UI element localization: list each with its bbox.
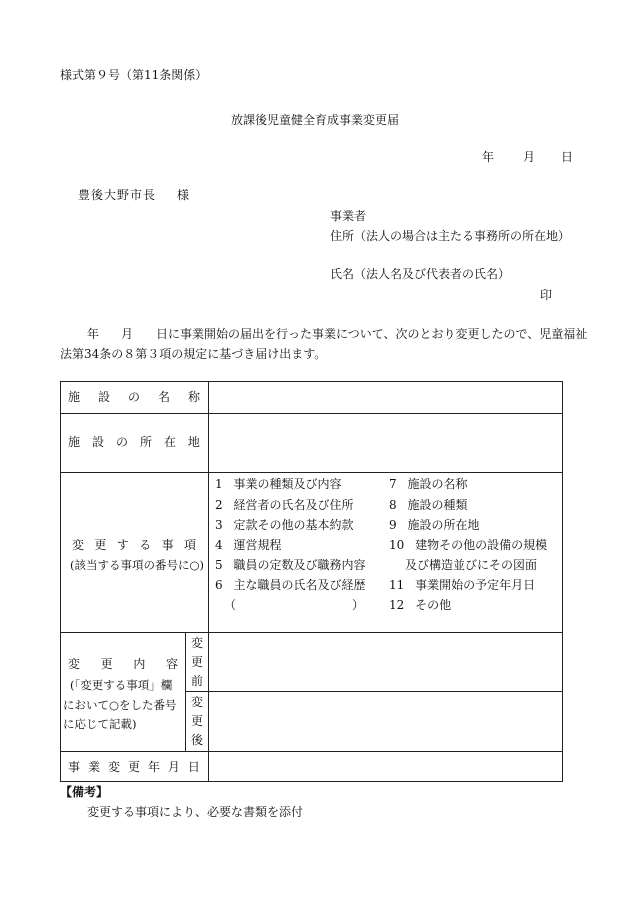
- change-content-label: [68, 656, 178, 672]
- label-char: 更: [190, 714, 203, 728]
- change-item-7[interactable]: [389, 476, 467, 492]
- date-month: 月: [523, 150, 536, 164]
- item-text: 事業開始の予定年月日: [415, 578, 536, 592]
- applicant-address: 住所（法人の場合は主たる事務所の所在地）: [330, 229, 571, 243]
- item-number: 10: [389, 538, 405, 552]
- change-item-12[interactable]: [389, 597, 451, 613]
- change-date-label: [68, 759, 200, 775]
- label-char: 施: [68, 435, 81, 449]
- table-border-left: [60, 381, 61, 781]
- applicant-name: 氏名（法人名及び代表者の氏名）: [330, 267, 511, 281]
- label-char: 所: [139, 435, 152, 449]
- item-text: 定款その他の基本約款: [233, 518, 354, 532]
- body-year: 年: [87, 327, 100, 341]
- label-char: る: [139, 538, 152, 552]
- label-char: 地: [187, 435, 200, 449]
- label-char: 更: [190, 655, 203, 669]
- label-char: 称: [187, 390, 200, 404]
- label-char: 前: [190, 674, 203, 688]
- label-char: 変: [190, 695, 203, 709]
- label-char: の: [127, 390, 140, 404]
- item-number: 2: [215, 498, 223, 512]
- change-before-field[interactable]: [209, 633, 562, 691]
- label-char: 設: [97, 390, 110, 404]
- facility-name-label: [68, 389, 200, 405]
- item-text: 事業の種類及び内容: [233, 477, 342, 491]
- body-line-2: 法第34条の８第３項の規定に基づき届け出ます。: [60, 347, 327, 361]
- change-content-note-1: (「変更する事項」欄: [70, 678, 173, 692]
- label-char: 設: [91, 435, 104, 449]
- column-divider: [185, 632, 186, 751]
- addressee-honorific: 様: [177, 188, 190, 202]
- label-char: 変: [107, 760, 120, 774]
- label-char: 施: [68, 390, 81, 404]
- label-char: 業: [87, 760, 100, 774]
- label-char: 事: [68, 760, 81, 774]
- label-char: 更: [94, 538, 107, 552]
- table-border-right: [562, 381, 563, 781]
- item-text: 施設の種類: [407, 498, 468, 512]
- change-item-5[interactable]: [215, 557, 365, 573]
- change-item-2[interactable]: [215, 497, 353, 513]
- body-month: 月: [121, 327, 134, 341]
- item-number: 3: [215, 518, 223, 532]
- label-char: 更: [127, 760, 140, 774]
- label-char: 変: [72, 538, 85, 552]
- item-number: 12: [389, 598, 405, 612]
- label-char: 内: [133, 657, 146, 671]
- item-text: 施設の所在地: [407, 518, 480, 532]
- item-number: 11: [389, 578, 405, 592]
- label-char: の: [115, 435, 128, 449]
- label-char: 在: [163, 435, 176, 449]
- label-char: す: [116, 538, 129, 552]
- change-item-6[interactable]: [215, 577, 365, 593]
- label-char: 名: [157, 390, 170, 404]
- item-text: 職員の定数及び職務内容: [233, 558, 366, 572]
- form-number: 様式第９号（第11条関係）: [60, 68, 208, 82]
- change-item-10[interactable]: [389, 537, 547, 553]
- table-border-bottom: [60, 781, 563, 782]
- change-content-note-3: に応じて記載): [63, 717, 137, 731]
- item-text: 主な職員の氏名及び経歴: [233, 578, 366, 592]
- item-text: 経営者の氏名及び住所: [233, 498, 354, 512]
- item-number: 6: [215, 578, 223, 592]
- change-item-4[interactable]: [215, 537, 281, 553]
- item-number: 9: [389, 518, 397, 532]
- row-divider: [60, 472, 563, 473]
- item-number: 7: [389, 477, 397, 491]
- label-char: 事: [161, 538, 174, 552]
- label-char: 容: [165, 657, 178, 671]
- label-char: 年: [147, 760, 160, 774]
- date-day: 日: [561, 150, 574, 164]
- paren-open: （: [224, 598, 237, 612]
- change-item-9[interactable]: [389, 517, 479, 533]
- applicant-label: 事業者: [330, 209, 367, 223]
- change-items-label: [72, 537, 196, 553]
- item-number: 8: [389, 498, 397, 512]
- label-char: 月: [167, 760, 180, 774]
- facility-name-field[interactable]: [209, 382, 562, 413]
- facility-address-label: [68, 434, 200, 450]
- remarks-text: 変更する事項により、必要な書類を添付: [87, 805, 304, 819]
- label-char: 項: [183, 538, 196, 552]
- item-text: 建物その他の設備の規模: [415, 538, 548, 552]
- item-number: 1: [215, 477, 223, 491]
- item-text: その他: [415, 598, 452, 612]
- addressee-name: 豊後大野市長: [78, 188, 157, 202]
- date-year: 年: [482, 150, 495, 164]
- document-title: 放課後児童健全育成事業変更届: [230, 113, 399, 127]
- label-char: 日: [187, 760, 200, 774]
- label-char: 変: [190, 636, 203, 650]
- change-items-note: (該当する事項の番号に○): [70, 558, 205, 572]
- item-number: 4: [215, 538, 223, 552]
- item-number: 5: [215, 558, 223, 572]
- item-text: 施設の名称: [407, 477, 468, 491]
- change-content-note-2: において○をした番号: [63, 698, 177, 712]
- paren-close: ）: [352, 598, 365, 612]
- change-item-1[interactable]: [215, 476, 341, 492]
- change-item-3[interactable]: [215, 517, 353, 533]
- facility-address-field[interactable]: [209, 414, 562, 472]
- other-staff-input[interactable]: [238, 596, 348, 612]
- item-text: 運営規程: [233, 538, 282, 552]
- change-after-field[interactable]: [209, 692, 562, 751]
- change-item-11[interactable]: [389, 577, 535, 593]
- remarks-heading: 【備考】: [60, 785, 109, 799]
- change-item-10-continuation: 及び構造並びにその図面: [405, 558, 538, 572]
- body-line-1: 日に事業開始の届出を行った事業について、次のとおり変更したので、児童福祉: [156, 327, 588, 341]
- change-item-8[interactable]: [389, 497, 467, 513]
- label-char: 変: [68, 657, 81, 671]
- label-char: 後: [190, 733, 203, 747]
- change-date-field[interactable]: [209, 752, 562, 781]
- label-char: 更: [100, 657, 113, 671]
- seal-mark: 印: [540, 288, 553, 302]
